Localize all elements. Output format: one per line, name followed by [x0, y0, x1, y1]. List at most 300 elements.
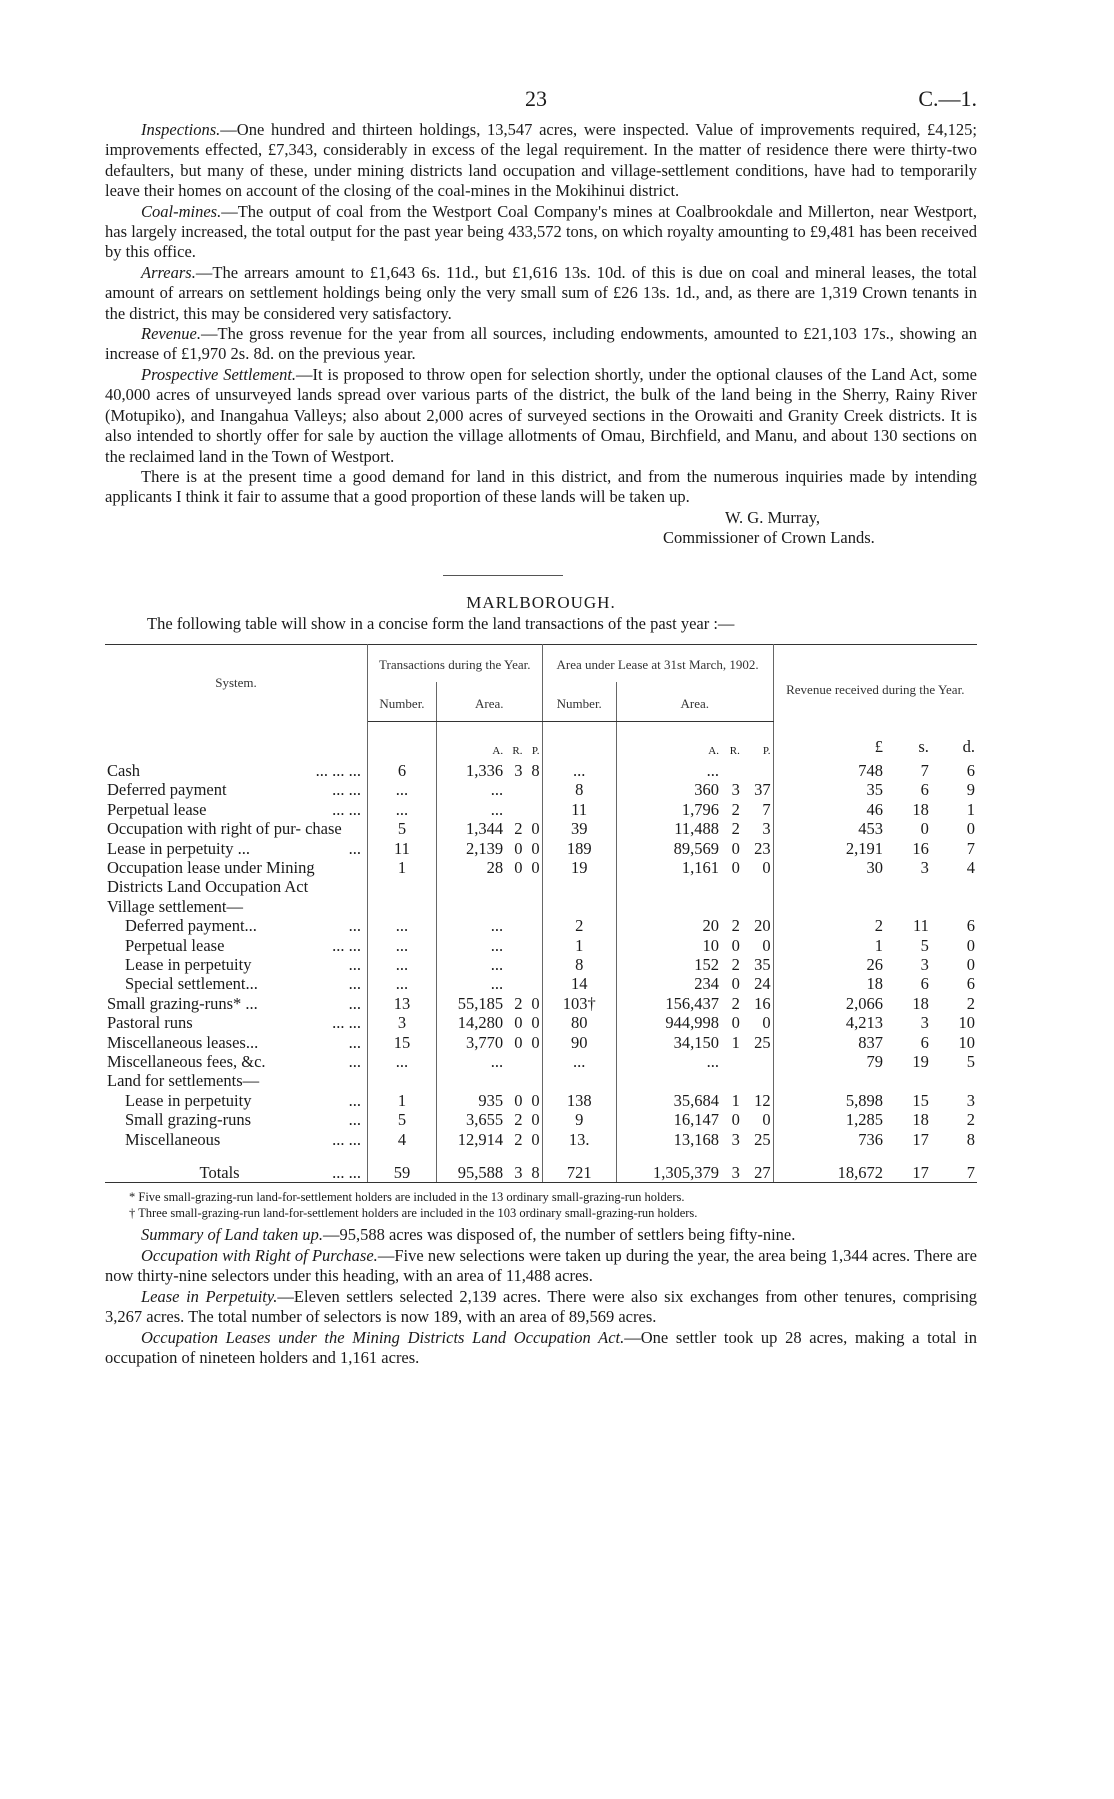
trans-number: ...: [368, 936, 437, 955]
revenue-pence: 10: [958, 1032, 975, 1052]
table-row: [105, 955, 977, 974]
row-label: Small grazing-runs: [125, 1110, 252, 1130]
westport-report-text: [105, 120, 977, 508]
lease-perches: 0: [742, 936, 773, 955]
lease-acres: 944,998: [665, 1013, 719, 1033]
trans-number: ...: [368, 974, 437, 993]
lease-roods: 2: [731, 819, 740, 839]
trans-perches: 0: [524, 1130, 542, 1149]
empty-cell: [742, 897, 773, 916]
trans-perches: 0: [524, 994, 542, 1013]
revenue-shillings: 3: [920, 955, 929, 974]
lease-roods: 0: [731, 1013, 740, 1033]
paragraph: [105, 120, 977, 202]
empty-cell: [542, 897, 616, 916]
trans-roods: [505, 955, 524, 974]
lease-roods: 1: [731, 1032, 740, 1052]
empty-cell: [773, 897, 885, 916]
revenue-pounds: 35: [866, 780, 883, 800]
system-label: [105, 994, 368, 1013]
revenue-shillings: 3: [920, 1013, 929, 1033]
trans-number: ...: [368, 955, 437, 974]
signature-name: W. G. Murray,: [725, 507, 821, 527]
revenue-pence: 6: [966, 974, 975, 994]
leader-dots: ... ...: [332, 780, 361, 800]
lease-perches: 24: [742, 974, 773, 993]
system-label: [105, 1110, 368, 1129]
row-label: Lease in perpetuity: [125, 1090, 252, 1110]
trans-perches: 0: [524, 858, 542, 897]
leader-dots: ... ...: [332, 935, 361, 955]
page-header: [105, 86, 977, 120]
revenue-pounds: 18,672: [773, 1149, 885, 1183]
trans-roods: [505, 974, 524, 993]
revenue-pence: 9: [966, 780, 975, 800]
row-label: Totals: [199, 1163, 240, 1183]
trans-acres: 3,655: [465, 1110, 504, 1130]
revenue-pence: 2: [966, 993, 975, 1013]
revenue-shillings: 17: [885, 1149, 931, 1183]
table-row: [105, 761, 977, 780]
trans-number: ...: [368, 780, 437, 799]
table-row: [105, 1149, 977, 1183]
trans-acres: 1,344: [465, 819, 504, 839]
leader-dots: ...: [348, 838, 361, 858]
lease-perches: [742, 1052, 773, 1071]
system-label: [105, 936, 368, 955]
paragraph: [105, 365, 977, 467]
revenue-shillings: 15: [912, 1090, 929, 1110]
system-label: [105, 916, 368, 935]
lease-number: 103†: [542, 994, 616, 1013]
col-area-lease: Area under Lease at 31st March, 1902.: [542, 644, 773, 682]
system-label: [105, 1033, 368, 1052]
trans-perches: 0: [524, 839, 542, 858]
revenue-shillings: 11: [913, 916, 929, 936]
trans-roods: 3: [514, 760, 523, 780]
trans-perches: 0: [524, 1110, 542, 1129]
trans-number: 13: [368, 994, 437, 1013]
lease-perches: 0: [742, 1013, 773, 1032]
trans-perches: 0: [524, 819, 542, 838]
empty-cell: [524, 897, 542, 916]
table-row: [105, 800, 977, 819]
unit-pence: d.: [962, 737, 975, 757]
empty-cell: [931, 1071, 977, 1090]
leader-dots: ...: [348, 955, 361, 974]
lease-perches: 35: [742, 955, 773, 974]
row-label: Village settlement—: [107, 896, 244, 916]
lease-roods: 0: [731, 1110, 740, 1130]
paragraph-text: —One hundred and thirteen holdings, 13,547 acres, were inspected. Value of improvements required, £4,125; improvements effected, £7,343, considerably in excess of the legal requirement. In the matter of residence there were thirty-two defaulters, but many of these, under mining districts land occupation and village-settlement conditions, have had to temporarily leave their homes on account of the closing of the coal-mines in the Mokihinui district.: [105, 120, 977, 201]
table-row: [105, 994, 977, 1013]
revenue-pounds: 18: [866, 974, 883, 994]
table-row: [105, 819, 977, 838]
lease-perches: 27: [742, 1149, 773, 1183]
empty-cell: [505, 897, 524, 916]
leader-dots: ...: [348, 1052, 361, 1072]
trans-roods: 0: [514, 838, 523, 858]
table-row: [105, 936, 977, 955]
empty-cell: [542, 1071, 616, 1090]
paragraph: [105, 1246, 977, 1287]
leader-dots: ... ...: [332, 799, 361, 819]
row-label: Deferred payment: [107, 780, 227, 800]
paragraph: [105, 1225, 977, 1245]
system-label: [105, 1091, 368, 1110]
paragraph-text: —The gross revenue for the year from all sources, including endowments, amounted to £21,103 17s., showing an increase of £1,970 2s. 8d. on the previous year.: [105, 324, 977, 364]
trans-roods: 0: [514, 1032, 523, 1052]
table-row: [105, 1110, 977, 1129]
lease-number: ...: [542, 1052, 616, 1071]
table-row: [105, 839, 977, 858]
empty-cell: [368, 897, 437, 916]
marlborough-report-text: [105, 1225, 977, 1368]
unit-shillings: s.: [918, 737, 929, 757]
trans-roods: [505, 1052, 524, 1071]
footnote: * Five small-grazing-run land-for-settlement holders are included in the 13 ordinary small-grazing-run holders.: [129, 1190, 685, 1205]
paragraph-lead: Arrears.: [141, 262, 196, 282]
trans-perches: 8: [524, 761, 542, 780]
unit-pounds: £: [874, 737, 883, 757]
system-label: [105, 1052, 368, 1071]
revenue-shillings: 6: [920, 780, 929, 800]
row-label: Lease in perpetuity: [125, 955, 252, 974]
empty-cell: [742, 1071, 773, 1090]
leader-dots: ... ... ...: [315, 760, 361, 780]
lease-perches: 25: [742, 1033, 773, 1052]
lease-acres: 234: [694, 974, 719, 994]
system-label: [105, 819, 368, 838]
col-lease-area: Area.: [616, 682, 773, 722]
paragraph-text: —Five new selections were taken up during the year, the area being 1,344 acres. There are now thirty-nine selectors under this heading, with an area of 11,488 acres.: [105, 1245, 977, 1286]
trans-number: 6: [368, 761, 437, 780]
lease-acres: ...: [706, 1052, 719, 1072]
lease-perches: 0: [742, 1110, 773, 1129]
lease-number: 14: [542, 974, 616, 993]
revenue-pence: 7: [966, 838, 975, 858]
leader-dots: ... ...: [332, 1163, 361, 1183]
empty-cell: [505, 1071, 524, 1090]
trans-roods: [505, 936, 524, 955]
lease-perches: 25: [742, 1130, 773, 1149]
empty-cell: [436, 897, 505, 916]
paragraph: [105, 263, 977, 324]
lease-number: 11: [542, 800, 616, 819]
trans-number: 1: [368, 858, 437, 897]
empty-cell: [721, 897, 742, 916]
revenue-pounds: 4,213: [845, 1013, 883, 1033]
table-row: [105, 974, 977, 993]
lease-perches: 20: [742, 916, 773, 935]
section-divider: [443, 575, 563, 576]
table-row: [105, 1052, 977, 1071]
trans-roods: 2: [514, 1129, 523, 1149]
lease-number: 9: [542, 1110, 616, 1129]
lease-acres: 35,684: [673, 1090, 719, 1110]
trans-roods: [505, 800, 524, 819]
paragraph-text: —Eleven settlers selected 2,139 acres. There were also six exchanges from other tenures, comprising 3,267 acres. The total number of selectors is now 189, with an area of 89,569 acres.: [105, 1286, 977, 1327]
revenue-pence: 0: [966, 955, 975, 974]
paragraph-text: —The arrears amount to £1,643 6s. 11d., but £1,616 13s. 10d. of this is due on coal and mineral leases, the total amount of arrears on settlement holdings being only the very small sum of £26 13s. 1d., and, as there are 1,319 Crown tenants in the district, this may be considered very satisfactory.: [105, 262, 977, 323]
document-code: C.—1.: [918, 86, 977, 111]
revenue-pounds: 1,285: [845, 1110, 883, 1130]
paragraph-text: There is at the present time a good demand for land in this district, and from the numerous inquiries made by intending applicants I think it fair to assume that a good proportion of these lands will be taken up.: [105, 466, 977, 507]
paragraph-text: —One settler took up 28 acres, making a total in occupation of nineteen holders and 1,161 acres.: [105, 1327, 977, 1367]
col-revenue: Revenue received during the Year.: [786, 682, 965, 698]
row-label: Occupation lease under Mining Districts Land Occupation Act: [107, 857, 315, 897]
trans-perches: [524, 936, 542, 955]
trans-perches: [524, 1052, 542, 1071]
trans-perches: [524, 974, 542, 993]
lease-number: 189: [542, 839, 616, 858]
revenue-pounds: 748: [858, 760, 883, 780]
revenue-pence: 7: [931, 1149, 977, 1183]
revenue-pounds: 26: [866, 955, 883, 974]
system-label: [105, 1013, 368, 1032]
row-label: Perpetual lease: [125, 935, 225, 955]
table-row: [105, 1130, 977, 1149]
trans-acres: 95,588: [436, 1149, 505, 1183]
unit-roods: R.: [729, 744, 740, 757]
lease-acres: 1,161: [681, 857, 719, 877]
trans-number: 1: [368, 1091, 437, 1110]
system-label: [105, 1071, 368, 1090]
lease-perches: 0: [742, 858, 773, 897]
paragraph-lead: Summary of Land taken up.: [141, 1225, 323, 1245]
lease-acres: 156,437: [665, 993, 719, 1013]
lease-number: 8: [542, 955, 616, 974]
revenue-shillings: 18: [912, 799, 929, 819]
trans-number: 4: [368, 1130, 437, 1149]
lease-roods: 1: [731, 1090, 740, 1110]
paragraph: [105, 1287, 977, 1328]
revenue-pence: 1: [966, 799, 975, 819]
revenue-pence: 0: [966, 819, 975, 839]
system-label: [105, 780, 368, 799]
lease-roods: 0: [731, 857, 740, 877]
leader-dots: ...: [348, 916, 361, 936]
lease-acres: 16,147: [673, 1110, 719, 1130]
trans-acres: ...: [490, 1052, 504, 1072]
row-label: Lease in perpetuity ...: [107, 838, 250, 858]
lease-number: 2: [542, 916, 616, 935]
lease-acres: 1,305,379: [616, 1149, 721, 1183]
trans-number: 15: [368, 1033, 437, 1052]
lease-perches: 23: [742, 839, 773, 858]
system-label: [105, 1130, 368, 1149]
system-label: [105, 955, 368, 974]
trans-acres: 1,336: [465, 760, 504, 780]
lease-number: 19: [542, 858, 616, 897]
trans-number: ...: [368, 916, 437, 935]
lease-perches: [742, 761, 773, 780]
trans-acres: ...: [490, 916, 504, 936]
revenue-pounds: 736: [858, 1129, 883, 1149]
paragraph-lead: Occupation Leases under the Mining Districts Land Occupation Act.: [141, 1327, 625, 1347]
lease-number: 1: [542, 936, 616, 955]
lease-roods: 3: [731, 780, 740, 800]
trans-roods: 2: [514, 993, 523, 1013]
lease-perches: 12: [742, 1091, 773, 1110]
table-row: [105, 916, 977, 935]
system-label: [105, 897, 368, 916]
lease-roods: 0: [731, 838, 740, 858]
leader-dots: ...: [348, 1032, 361, 1052]
row-label: Cash: [107, 760, 140, 780]
lease-acres: 20: [702, 916, 719, 936]
table-row: [105, 858, 977, 897]
row-label: Deferred payment...: [125, 916, 257, 936]
trans-acres: 14,280: [457, 1013, 504, 1033]
paragraph-lead: Inspections.: [141, 120, 221, 139]
revenue-shillings: 3: [920, 857, 929, 877]
revenue-shillings: 6: [920, 974, 929, 994]
unit-perches: P.: [524, 721, 542, 761]
trans-acres: 12,914: [457, 1129, 504, 1149]
paragraph: [105, 202, 977, 263]
leader-dots: ...: [348, 974, 361, 994]
row-label: Miscellaneous leases...: [107, 1032, 259, 1052]
lease-number: 721: [542, 1149, 616, 1183]
paragraph-text: —It is proposed to throw open for selection shortly, under the optional clauses of the Land Act, some 40,000 acres of unsurveyed lands spread over various parts of the district, the bulk of the land being in the Sherry, Rainy River (Motupiko), and Inangahua Valleys; also about 2,000 acres of surveyed sections in the Orowaiti and Granity Creek districts. It is also intended to shortly offer for sale by auction the village allotments of Omau, Birchfield, and Manu, and about 130 sections on the reclaimed land in the Town of Westport.: [105, 364, 977, 466]
col-system: System.: [105, 644, 368, 721]
lease-perches: 16: [742, 994, 773, 1013]
lease-roods: 2: [731, 799, 740, 819]
page-number: 23: [525, 86, 547, 111]
signature-title: Commissioner of Crown Lands.: [663, 528, 875, 548]
trans-roods: 2: [514, 819, 523, 839]
leader-dots: ... ...: [332, 1129, 361, 1149]
table-row: [105, 1091, 977, 1110]
lease-perches: 7: [742, 800, 773, 819]
trans-acres: 2,139: [465, 838, 504, 858]
row-label: Pastoral runs: [107, 1013, 193, 1033]
revenue-shillings: 17: [912, 1129, 929, 1149]
lease-number: 138: [542, 1091, 616, 1110]
unit-roods: R.: [512, 744, 523, 757]
paragraph-lead: Occupation with Right of Purchase.: [141, 1245, 378, 1265]
trans-roods: [505, 780, 524, 799]
system-label: [105, 858, 368, 897]
empty-cell: [721, 1071, 742, 1090]
paragraph-text: —The output of coal from the Westport Coal Company's mines at Coalbrookdale and Millerton, near Westport, has largely increased, the total output for the past year being 433,572 tons, on which royalty amounting to £9,481 has been received by this office.: [105, 201, 977, 262]
paragraph: [105, 467, 977, 508]
lease-roods: [721, 761, 742, 780]
revenue-pence: 10: [958, 1013, 975, 1033]
lease-roods: 0: [731, 974, 740, 994]
table-row: [105, 780, 977, 799]
row-label: Small grazing-runs* ...: [107, 993, 258, 1013]
system-label: [105, 1149, 368, 1183]
leader-dots: ...: [348, 1110, 361, 1130]
revenue-pounds: 5,898: [845, 1090, 883, 1110]
leader-dots: ...: [348, 993, 361, 1013]
leader-dots: ...: [348, 1090, 361, 1110]
lease-acres: 34,150: [673, 1032, 719, 1052]
revenue-shillings: 18: [912, 993, 929, 1013]
table-row: [105, 897, 977, 916]
revenue-pence: 4: [966, 857, 975, 877]
revenue-shillings: 7: [920, 760, 929, 780]
trans-roods: 3: [505, 1149, 524, 1183]
trans-roods: 0: [514, 857, 523, 877]
table-row: [105, 1071, 977, 1090]
revenue-shillings: 19: [912, 1052, 929, 1072]
trans-roods: 0: [514, 1013, 523, 1033]
row-label: Occupation with right of pur- chase: [107, 819, 342, 839]
lease-roods: 3: [731, 1129, 740, 1149]
lease-number: 90: [542, 1033, 616, 1052]
lease-acres: 11,488: [674, 819, 719, 839]
empty-cell: [885, 897, 931, 916]
revenue-pence: 3: [966, 1090, 975, 1110]
revenue-shillings: 5: [920, 935, 929, 955]
table-intro: The following table will show in a concise form the land transactions of the past year :—: [147, 613, 735, 633]
trans-acres: ...: [490, 780, 504, 800]
trans-roods: 2: [514, 1110, 523, 1130]
unit-acres: A.: [492, 744, 504, 757]
lease-number: 39: [542, 819, 616, 838]
section-title: MARLBOROUGH.: [466, 592, 616, 612]
revenue-pounds: 46: [866, 799, 883, 819]
paragraph-text: —95,588 acres was disposed of, the number of settlers being fifty-nine.: [322, 1225, 796, 1245]
revenue-shillings: 0: [920, 819, 929, 839]
trans-perches: 0: [524, 1091, 542, 1110]
lease-roods: 3: [721, 1149, 742, 1183]
trans-perches: [524, 955, 542, 974]
trans-acres: ...: [490, 974, 504, 994]
revenue-pounds: 2,191: [845, 838, 883, 858]
revenue-shillings: 16: [912, 838, 929, 858]
system-label: [105, 761, 368, 780]
trans-number: 5: [368, 819, 437, 838]
revenue-pounds: 1: [874, 935, 883, 955]
revenue-pence: 6: [966, 916, 975, 936]
revenue-pence: 5: [966, 1052, 975, 1072]
table-row: [105, 1013, 977, 1032]
trans-number: 5: [368, 1110, 437, 1129]
trans-acres: 55,185: [457, 993, 504, 1013]
empty-cell: [616, 897, 721, 916]
lease-roods: 0: [731, 935, 740, 955]
trans-number: ...: [368, 800, 437, 819]
trans-perches: 0: [524, 1013, 542, 1032]
lease-acres: 10: [702, 935, 719, 955]
col-trans-number: Number.: [368, 682, 437, 722]
lease-number: 80: [542, 1013, 616, 1032]
trans-perches: 0: [524, 1033, 542, 1052]
trans-perches: [524, 916, 542, 935]
unit-acres: A.: [708, 744, 719, 757]
lease-acres: 152: [694, 955, 719, 974]
lease-roods: [721, 1052, 742, 1071]
trans-number: 3: [368, 1013, 437, 1032]
row-label: Land for settlements—: [107, 1071, 260, 1091]
revenue-pounds: 2,066: [845, 993, 883, 1013]
revenue-pounds: 79: [866, 1052, 883, 1072]
lease-acres: 13,168: [673, 1129, 719, 1149]
revenue-pence: 8: [966, 1129, 975, 1149]
revenue-pounds: 30: [866, 857, 883, 877]
paragraph-lead: Prospective Settlement.: [141, 364, 297, 384]
empty-cell: [524, 1071, 542, 1090]
lease-roods: 2: [731, 916, 740, 936]
lease-acres: ...: [706, 760, 719, 780]
lease-number: 13.: [542, 1130, 616, 1149]
document-page: [105, 86, 977, 1368]
empty-cell: [436, 1071, 505, 1090]
